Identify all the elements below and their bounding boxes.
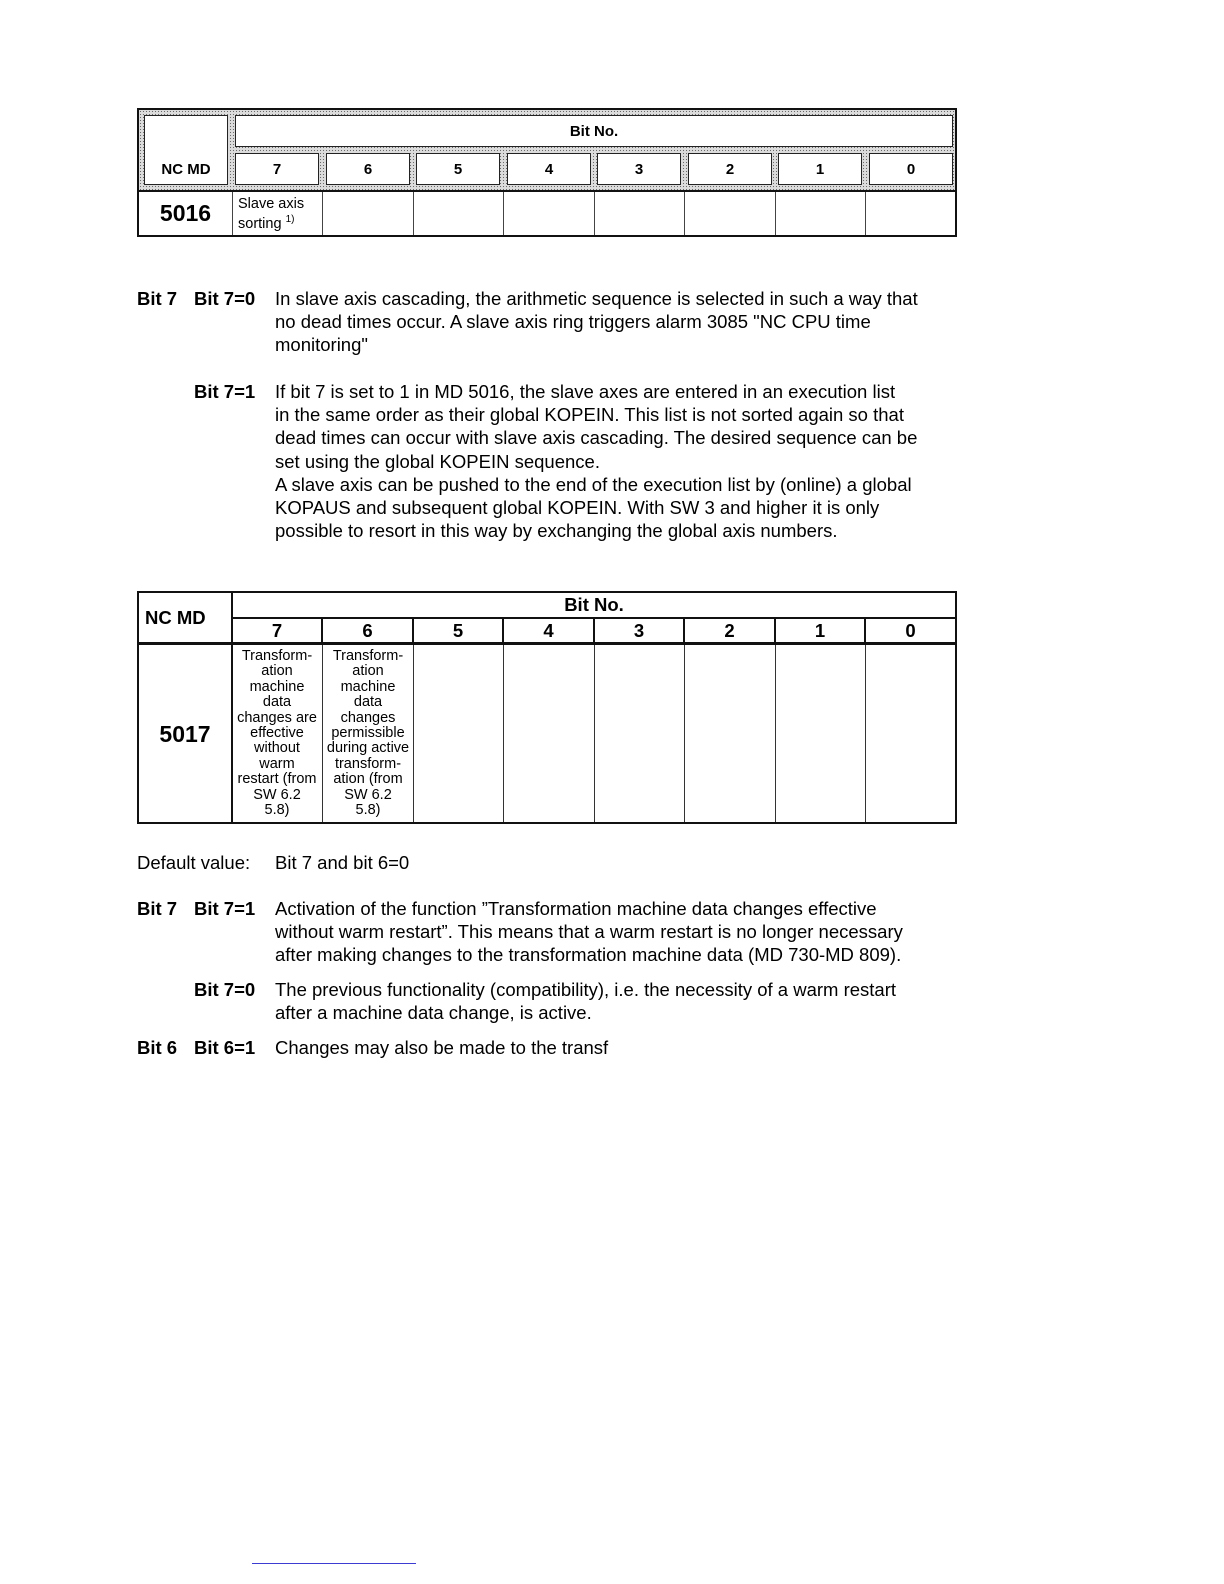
cell-text-line: Transform- — [332, 648, 404, 664]
bit-no-header: Bit No. — [235, 115, 953, 147]
bit-3-header: 3 — [633, 620, 645, 641]
text-line: A slave axis can be pushed to the end of the execution list by (online) a global — [275, 473, 912, 495]
cell-text-line: data — [262, 694, 292, 711]
bit-4-header: 4 — [507, 153, 591, 185]
md-5016-table-header — [139, 110, 955, 192]
bit-6-header: 6 — [362, 620, 373, 641]
bit-6-header: 6 — [326, 153, 410, 185]
cell-text-line: ation — [261, 663, 293, 680]
footnote-separator — [252, 1563, 416, 1564]
bit-3-header: 3 — [597, 153, 681, 185]
text-line: The previous functionality (compatibility), i.e. the necessity of a warm restart — [275, 979, 897, 1000]
bit-7-1-description — [275, 897, 965, 967]
text-line: dead times can occur with slave axis cascading. The desired sequence can be — [275, 427, 918, 449]
body-col-divider — [865, 645, 866, 822]
md-5017-table — [137, 591, 957, 824]
cell-text-line: ation — [352, 663, 384, 680]
bit-7-label: Bit 7 — [137, 288, 178, 309]
bit-1-header: 1 — [814, 620, 826, 641]
bit-7-0-label: Bit 7=0 — [194, 288, 256, 309]
default-value-label: Default value: — [137, 852, 251, 873]
cell-text-line: Transform- — [241, 648, 313, 664]
text-line: without warm restart”. This means that a warm restart is no longer necessary — [275, 921, 903, 943]
ncmd-header: NC MD — [144, 115, 228, 185]
cell-text-line: ation (from — [333, 771, 403, 788]
bit-7-1-description — [275, 380, 965, 542]
bit-7-header: 7 — [271, 620, 283, 641]
bit-5-cell — [413, 192, 504, 235]
cell-text-line: machine — [340, 678, 396, 695]
text-line: in the same order as their global KOPEIN. This list is not sorted again so that — [275, 404, 904, 426]
bit-7-0-label: Bit 7=0 — [194, 979, 256, 1000]
cell-text-line: 5.8) — [355, 802, 381, 819]
bit-2-cell — [684, 192, 775, 235]
cell-text-line: restart (from — [237, 771, 317, 788]
cell-text-line: permissible — [331, 725, 405, 742]
text-line: possible to resort in this way by exchanging the global axis numbers. — [275, 520, 838, 542]
bit-7-header: 7 — [235, 153, 319, 185]
cell-text-line: data — [353, 694, 383, 711]
text-line: In slave axis cascading, the arithmetic sequence is selected in such a way that — [275, 288, 918, 309]
bit-0-header: 0 — [869, 153, 953, 185]
bit-6-1-label: Bit 6=1 — [194, 1037, 256, 1058]
text-line: after a machine data change, is active. — [275, 1002, 592, 1024]
bit-no-header: Bit No. — [564, 594, 624, 615]
bit-0-header: 0 — [905, 620, 916, 641]
cell-text-line: effective — [250, 725, 304, 742]
bit-5-header: 5 — [416, 153, 500, 185]
cell-text-line: SW 6.2 — [253, 786, 301, 803]
cell-text-line: SW 6.2 — [344, 786, 392, 803]
bit-7-description-text: Slave axis sorting — [238, 196, 305, 232]
bit-7-0-description — [275, 978, 965, 1024]
cell-text-line: changes — [340, 709, 396, 726]
bit-5-header: 5 — [452, 620, 464, 641]
footnote-marker: 1) — [285, 214, 295, 225]
bit-7-description — [232, 192, 323, 235]
md-number: 5016 — [159, 200, 212, 226]
bit-7-label: Bit 7 — [137, 898, 178, 919]
cell-text-line: transform- — [334, 755, 402, 772]
bit-7-0-description — [275, 287, 965, 357]
bit-6-cell — [322, 192, 413, 235]
bit-0-cell — [865, 192, 957, 235]
text-line: after making changes to the transformation machine data (MD 730-MD 809). — [275, 944, 902, 966]
default-value: Bit 7 and bit 6=0 — [275, 852, 410, 873]
cell-text-line: without — [254, 740, 300, 757]
body-col-divider — [594, 645, 595, 822]
text-line: no dead times occur. A slave axis ring triggers alarm 3085 "NC CPU time — [275, 311, 871, 333]
bit-2-header: 2 — [724, 620, 735, 641]
bit-6-label: Bit 6 — [137, 1037, 178, 1058]
bit-4-cell — [503, 192, 594, 235]
text-line: If bit 7 is set to 1 in MD 5016, the slave axes are entered in an execution list — [275, 381, 896, 402]
text-line: monitoring" — [275, 334, 368, 356]
bit-4-header: 4 — [543, 620, 554, 641]
bit-6-1-description — [275, 1036, 965, 1059]
md-number: 5017 — [159, 721, 211, 747]
bit-7-description — [232, 649, 322, 818]
cell-text-line: changes are — [237, 709, 317, 726]
cell-text-line: during active — [326, 740, 410, 757]
bit-3-cell — [594, 192, 685, 235]
body-col-divider — [413, 645, 414, 822]
bit-2-header: 2 — [688, 153, 772, 185]
text-line: set using the global KOPEIN sequence. — [275, 450, 600, 472]
bit-1-header: 1 — [778, 153, 862, 185]
body-col-divider — [775, 645, 776, 822]
bit-7-1-label: Bit 7=1 — [194, 381, 256, 402]
text-line: Changes may also be made to the transf — [275, 1037, 609, 1058]
body-col-divider — [503, 645, 504, 822]
bit-6-description — [323, 649, 413, 818]
cell-text-line: 5.8) — [264, 802, 290, 819]
body-col-divider — [684, 645, 685, 822]
md-5016-table — [137, 108, 957, 237]
bit-1-cell — [775, 192, 866, 235]
text-line: KOPAUS and subsequent global KOPEIN. With SW 3 and higher it is only — [275, 497, 880, 519]
bit-7-1-label: Bit 7=1 — [194, 898, 256, 919]
cell-text-line: machine — [249, 678, 305, 695]
text-line: Activation of the function ”Transformation machine data changes effective — [275, 898, 877, 919]
md-5016-table-body — [139, 192, 955, 235]
ncmd-header: NC MD — [145, 607, 206, 628]
cell-text-line: warm — [259, 755, 295, 772]
